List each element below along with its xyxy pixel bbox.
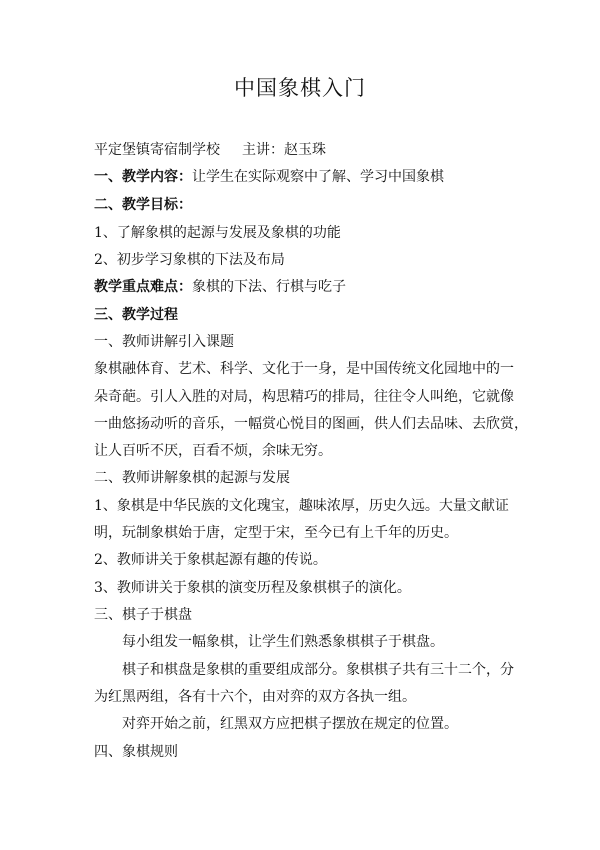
section-2-item-3: 3、教师讲关于象棋的演变历程及象棋棋子的演化。: [94, 580, 411, 596]
section-1-paragraph-line: 让人百听不厌，百看不烦，余味无穷。: [94, 443, 332, 459]
section-2-heading: 二、教师讲解象棋的起源与发展: [94, 470, 290, 486]
teaching-content-line: [94, 167, 444, 187]
section-3-paragraph-line: 棋子和棋盘是象棋的重要组成部分。象棋棋子共有三十二个，分: [122, 662, 514, 678]
section-3-paragraph-line: 为红黑两组，各有十六个，由对弈的双方各执一组。: [94, 689, 416, 705]
goal-1: 1、了解象棋的起源与发展及象棋的功能: [94, 225, 341, 241]
school-name: 平定堡镇寄宿制学校: [94, 142, 220, 158]
teaching-process-heading: 三、教学过程: [94, 307, 178, 323]
section-1-paragraph-line: 象棋融体育、艺术、科学、文化于一身，是中国传统文化园地中的一: [94, 361, 514, 377]
goal-2: 2、初步学习象棋的下法及布局: [94, 252, 285, 268]
section-1-heading: 一、教师讲解引入课题: [94, 334, 234, 350]
section-2-paragraph-line: 明，玩制象棋始于唐，定型于宋，至今已有上千年的历史。: [94, 525, 458, 541]
teacher-name: 主讲：赵玉珠: [242, 142, 326, 158]
teaching-content-text: 让学生在实际观察中了解、学习中国象棋: [192, 169, 444, 185]
teaching-goals-heading: 二、教学目标：: [94, 197, 192, 213]
teaching-content-label: 一、教学内容：: [94, 169, 192, 185]
section-3-heading: 三、棋子于棋盘: [94, 607, 192, 623]
author-line: [94, 140, 326, 160]
teaching-focus-text: 象棋的下法、行棋与吃子: [192, 279, 346, 295]
section-2-item-2: 2、教师讲关于象棋起源有趣的传说。: [94, 552, 327, 568]
section-4-heading: 四、象棋规则: [94, 744, 178, 760]
section-1-paragraph-line: 一曲悠扬动听的音乐，一幅赏心悦目的图画，供人们去品味、去欣赏，: [94, 416, 528, 432]
section-3-paragraph-1: 每小组发一幅象棋，让学生们熟悉象棋棋子于棋盘。: [122, 634, 444, 650]
teaching-focus-line: [94, 277, 346, 297]
teaching-focus-label: 教学重点难点：: [94, 279, 192, 295]
section-1-paragraph-line: 朵奇葩。引人入胜的对局，构思精巧的排局，往往令人叫绝，它就像: [94, 389, 514, 405]
section-2-paragraph-line: 1、象棋是中华民族的文化瑰宝，趣味浓厚，历史久远。大量文献证: [94, 498, 509, 514]
document-title: 中国象棋入门: [234, 76, 366, 100]
section-3-paragraph-3: 对弈开始之前，红黑双方应把棋子摆放在规定的位置。: [122, 716, 458, 732]
